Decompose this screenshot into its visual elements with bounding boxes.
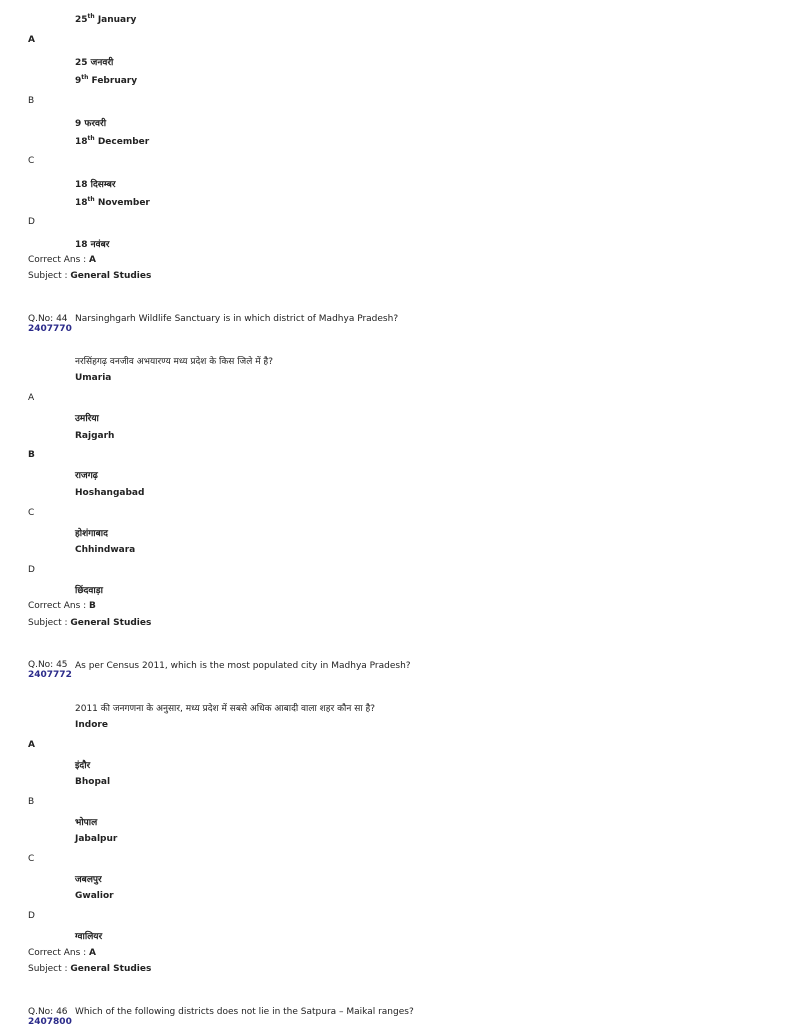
q43-option-a-hi: 25 जनवरी: [75, 58, 114, 68]
q44-option-c-hi: होशंगाबाद: [75, 529, 108, 539]
q44-option-d-en: Chhindwara: [75, 545, 136, 555]
q44-question-en: Narsinghgarh Wildlife Sanctuary is in which district of Madhya Pradesh?: [75, 314, 399, 324]
q45-question-hi: 2011 की जनगणना के अनुसार, मध्य प्रदेश में सबसे अधिक आबादी वाला शहर कौन सा है?: [75, 704, 376, 714]
q43-option-d-hi: 18 नवंबर: [75, 240, 110, 250]
q45-question-en: As per Census 2011, which is the most populated city in Madhya Pradesh?: [75, 661, 411, 671]
q44-letter-b: B: [28, 450, 35, 460]
q44-subject: Subject : General Studies: [28, 618, 152, 628]
q44-correct-answer: Correct Ans : B: [28, 601, 96, 611]
q43-option-c-en: 18th December: [75, 135, 150, 147]
q44-number: Q.No: 44: [28, 314, 68, 324]
q45-option-a-hi: इंदौर: [75, 761, 91, 771]
q45-option-c-hi: जबलपुर: [75, 875, 102, 885]
q45-letter-d: D: [28, 911, 35, 921]
q45-subject: Subject : General Studies: [28, 964, 152, 974]
q46-id: 2407800: [28, 1017, 72, 1027]
q45-letter-c: C: [28, 854, 35, 864]
q45-correct-answer: Correct Ans : A: [28, 948, 96, 958]
q43-letter-a: A: [28, 35, 35, 45]
q43-correct-answer: Correct Ans : A: [28, 255, 96, 265]
q45-option-a-en: Indore: [75, 720, 108, 730]
q46-number: Q.No: 46: [28, 1007, 68, 1017]
q44-option-c-en: Hoshangabad: [75, 488, 145, 498]
q45-option-d-en: Gwalior: [75, 891, 114, 901]
q45-number: Q.No: 45: [28, 660, 68, 670]
q45-letter-a: A: [28, 740, 35, 750]
q44-option-b-hi: राजगढ़: [75, 471, 98, 481]
q44-option-a-en: Umaria: [75, 373, 112, 383]
q43-option-b-en: 9th February: [75, 74, 138, 86]
q43-option-c-hi: 18 दिसम्बर: [75, 180, 116, 190]
q46-question-en: Which of the following districts does not lie in the Satpura – Maikal ranges?: [75, 1007, 414, 1017]
q44-question-hi: नरसिंहगढ़ वनजीव अभयारण्य मध्य प्रदेश के किस जिले में है?: [75, 357, 273, 367]
q45-option-b-en: Bhopal: [75, 777, 111, 787]
q43-option-b-hi: 9 फरवरी: [75, 119, 107, 129]
q43-letter-d: D: [28, 217, 35, 227]
q44-option-d-hi: छिंदवाड़ा: [75, 586, 103, 596]
q44-option-a-hi: उमरिया: [75, 414, 99, 424]
q44-letter-a: A: [28, 393, 35, 403]
q43-option-d-en: 18th November: [75, 196, 150, 208]
q45-option-c-en: Jabalpur: [75, 834, 118, 844]
q45-option-b-hi: भोपाल: [75, 818, 98, 828]
q43-letter-b: B: [28, 96, 35, 106]
q44-letter-c: C: [28, 508, 35, 518]
q44-option-b-en: Rajgarh: [75, 431, 115, 441]
q43-letter-c: C: [28, 156, 35, 166]
q45-id: 2407772: [28, 670, 72, 680]
q45-option-d-hi: ग्वालियर: [75, 932, 103, 942]
q43-option-a-en: 25th January: [75, 13, 137, 25]
q43-subject: Subject : General Studies: [28, 271, 152, 281]
q44-letter-d: D: [28, 565, 35, 575]
q44-id: 2407770: [28, 324, 72, 334]
q45-letter-b: B: [28, 797, 35, 807]
